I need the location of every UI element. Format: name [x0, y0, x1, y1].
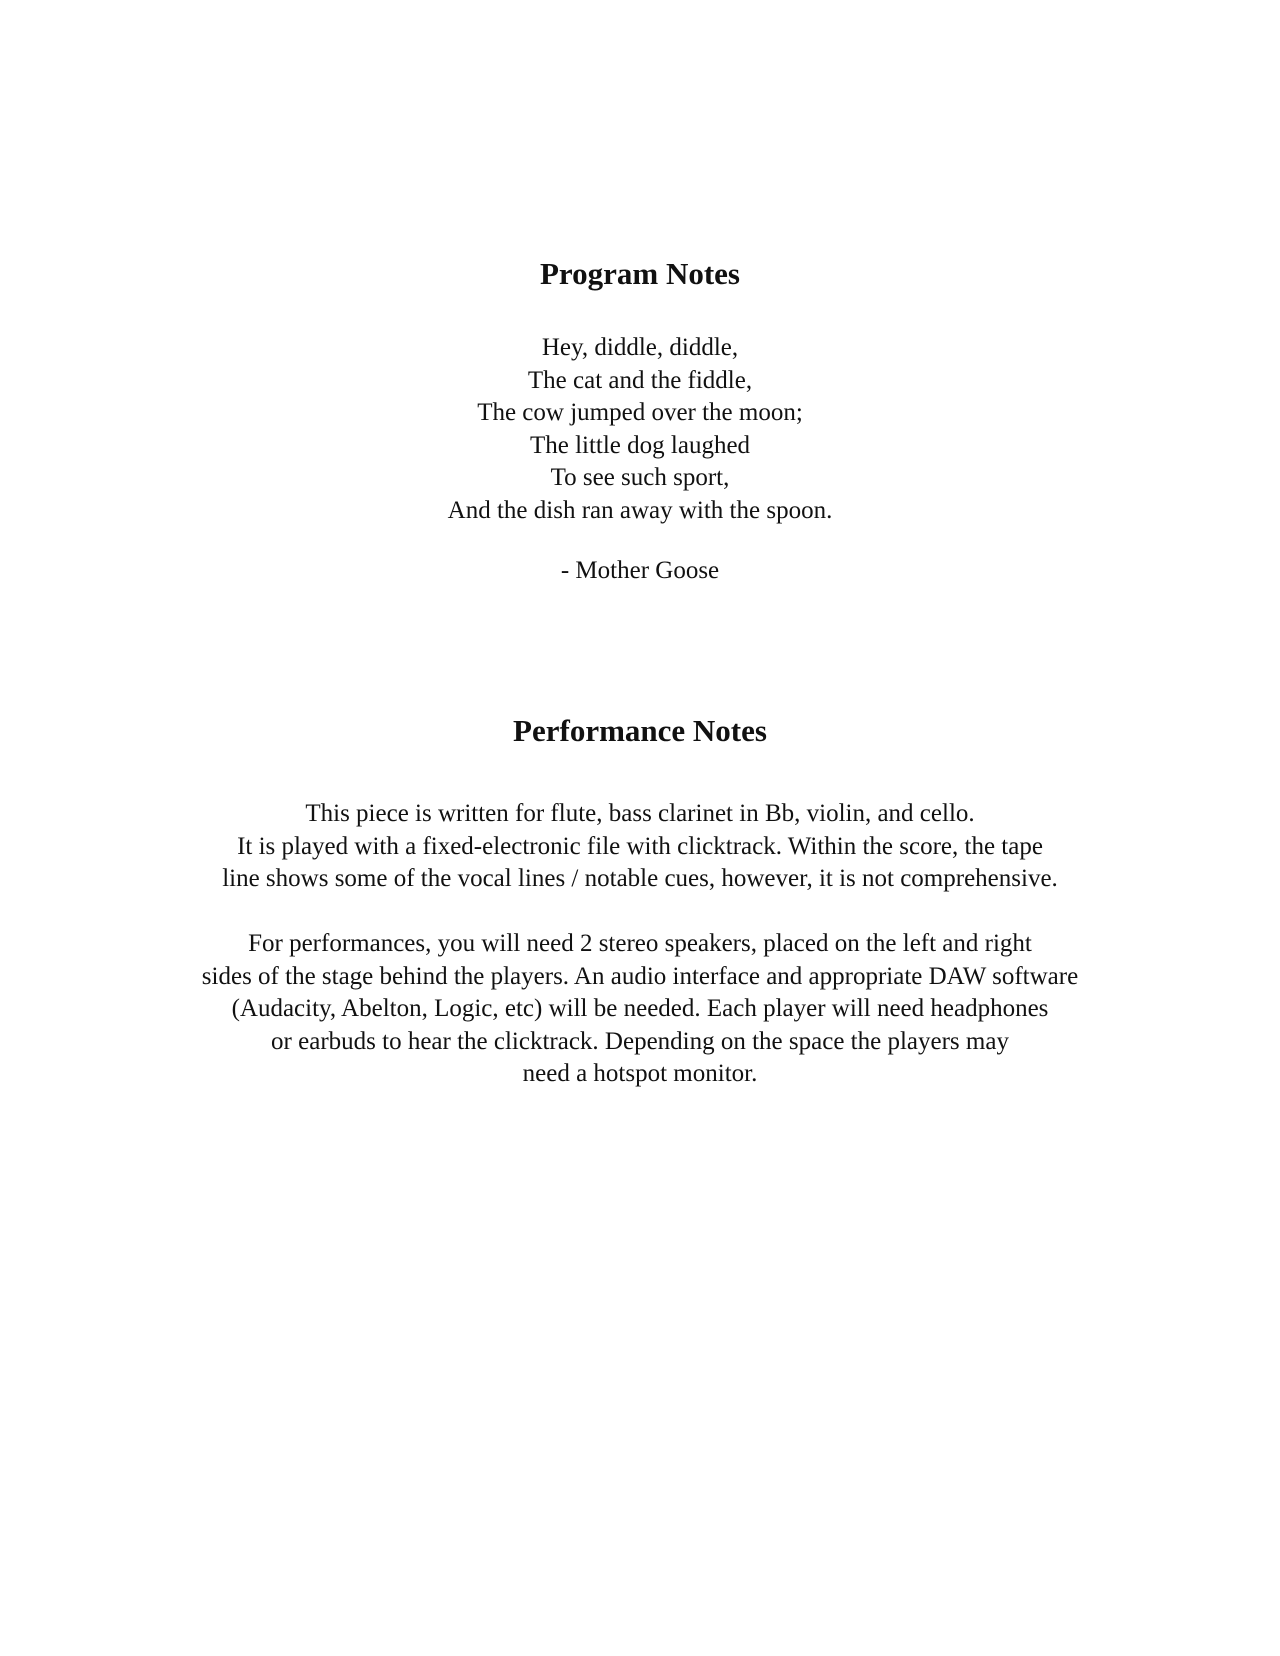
performance-paragraph-2 — [0, 928, 1280, 1091]
poem-line: The little dog laughed — [529, 431, 751, 459]
text-line: (Audacity, Abelton, Logic, etc) will be needed. Each player will need headphones — [231, 995, 1049, 1022]
program-notes-title: Program Notes — [539, 256, 740, 291]
poem-line: And the dish ran away with the spoon. — [447, 496, 833, 524]
poem-line: The cat and the fiddle, — [527, 366, 753, 394]
text-line: need a hotspot monitor. — [522, 1060, 758, 1087]
text-line: sides of the stage behind the players. An audio interface and appropriate DAW software — [201, 962, 1079, 990]
poem-line: The cow jumped over the moon; — [477, 399, 803, 426]
performance-paragraph-1 — [0, 798, 1280, 896]
performance-notes-title: Performance Notes — [513, 713, 767, 748]
text-line: or earbuds to hear the clicktrack. Depending on the space the players may — [271, 1027, 1009, 1055]
text-line: It is played with a fixed-electronic file with clicktrack. Within the score, the tape — [237, 832, 1043, 860]
text-line: This piece is written for flute, bass clarinet in Bb, violin, and cello. — [305, 800, 975, 827]
poem-line: To see such sport, — [550, 464, 730, 491]
poem-line: Hey, diddle, diddle, — [541, 334, 739, 361]
text-line: line shows some of the vocal lines / notable cues, however, it is not comprehensive. — [222, 865, 1058, 892]
poem-attribution: - Mother Goose — [560, 557, 720, 584]
poem — [0, 332, 1280, 527]
text-line: For performances, you will need 2 stereo speakers, placed on the left and right — [248, 930, 1032, 957]
